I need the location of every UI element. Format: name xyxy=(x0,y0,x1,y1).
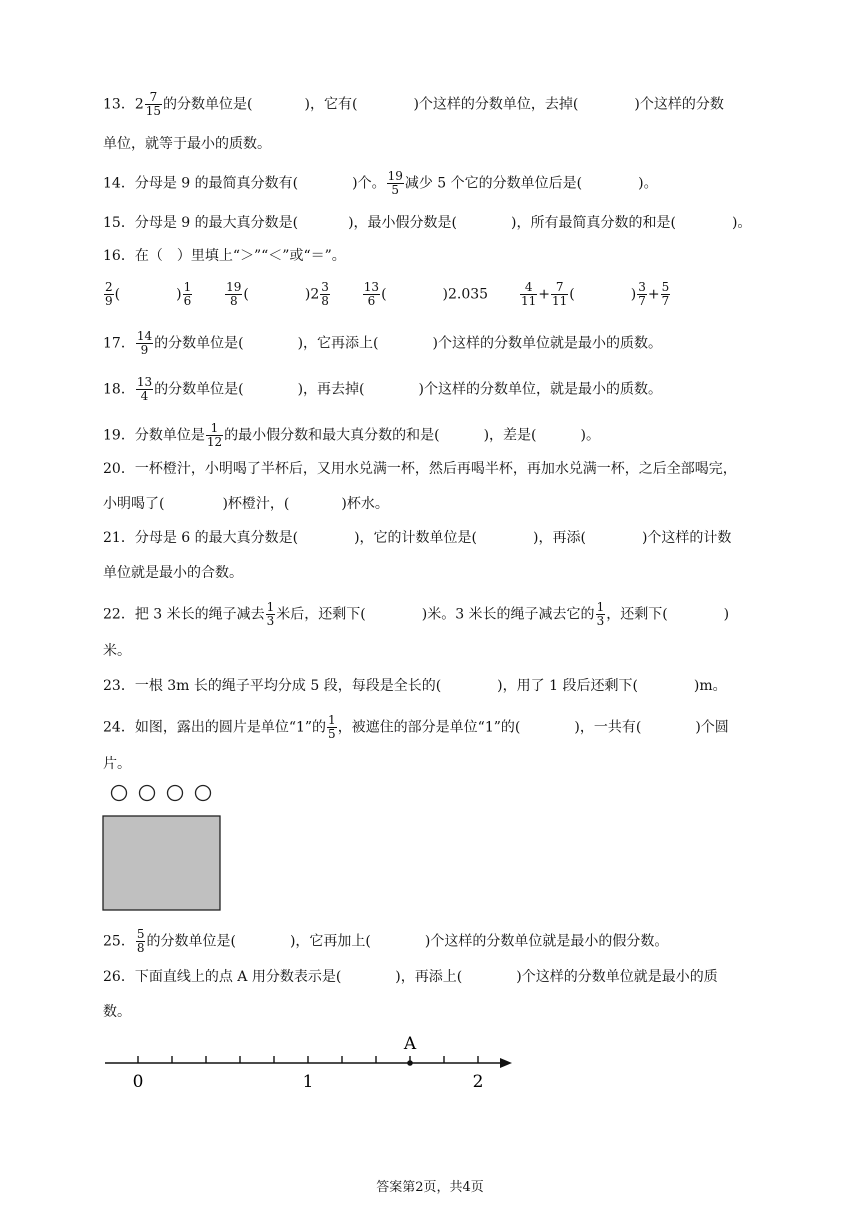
question-number: 17． xyxy=(103,335,135,352)
text: 23．一根 3m 长的绳子平均分成 5 段，每段是全长的( xyxy=(103,678,442,694)
denominator: 6 xyxy=(183,294,192,308)
arrow-head-icon xyxy=(500,1058,512,1068)
question-number: 13． xyxy=(103,96,135,113)
fraction xyxy=(596,601,606,628)
numerator: 5 xyxy=(661,280,670,294)
text: 小明喝了( xyxy=(103,496,165,512)
denominator: 7 xyxy=(638,294,646,308)
fraction xyxy=(136,928,146,955)
text: )，再添( xyxy=(533,530,586,546)
text: )个。 xyxy=(352,175,386,192)
numerator: 3 xyxy=(321,280,329,294)
text: )个这样的计数 xyxy=(641,530,732,546)
text: )米。3 米长的绳子减去它的 xyxy=(421,606,595,623)
question-20-line2 xyxy=(103,494,768,514)
fraction xyxy=(327,714,337,741)
text: )个这样的分数单位，去掉( xyxy=(413,96,579,113)
denominator: 3 xyxy=(266,614,275,628)
text: ( xyxy=(243,286,249,303)
text: ( xyxy=(381,286,387,303)
fraction xyxy=(183,281,193,308)
text: )个这样的分数 xyxy=(634,96,724,113)
question-21-line2: 单位就是最小的合数。 xyxy=(103,565,243,581)
numerator: 19 xyxy=(387,169,403,183)
text: 15．分母是 9 的最大真分数是( xyxy=(103,215,299,231)
numerator: 1 xyxy=(596,600,605,614)
text: )，它有( xyxy=(304,96,358,113)
numerator: 14 xyxy=(136,329,153,343)
question-number: 25． xyxy=(103,933,135,950)
numerator: 1 xyxy=(328,713,336,727)
text: 的分数单位是( xyxy=(154,381,244,398)
denominator: 15 xyxy=(145,104,162,118)
question-number: 19． xyxy=(103,427,135,444)
text: )，它再添上( xyxy=(297,335,379,352)
question-number: 14． xyxy=(103,175,135,192)
question-14 xyxy=(103,170,768,197)
numerator: 7 xyxy=(145,91,162,105)
fraction xyxy=(145,91,162,118)
fraction xyxy=(266,601,276,628)
fraction xyxy=(520,281,537,308)
text: 米后，还剩下( xyxy=(276,606,366,623)
numerator: 13 xyxy=(363,280,380,294)
fraction xyxy=(661,281,671,308)
numerator: 4 xyxy=(520,281,537,295)
question-13-line2: 单位，就等于最小的质数。 xyxy=(103,136,271,152)
mixed-whole: 2 xyxy=(134,96,144,113)
text: + xyxy=(647,286,660,303)
page-footer: 答案第2页，共4页 xyxy=(376,1180,484,1195)
denominator: 5 xyxy=(391,183,400,197)
text: 21．分母是 6 的最大真分数是( xyxy=(103,530,299,546)
text: 的分数单位是( xyxy=(146,933,236,950)
text: )个圆 xyxy=(695,719,729,736)
denominator: 12 xyxy=(206,435,223,449)
denominator: 8 xyxy=(321,294,329,308)
text: )个这样的分数单位就是最小的质数。 xyxy=(432,335,662,352)
question-15 xyxy=(103,213,768,233)
text: )个这样的分数单位就是最小的假分数。 xyxy=(424,933,669,950)
fraction xyxy=(136,330,153,357)
denominator: 8 xyxy=(229,294,238,308)
fraction xyxy=(136,376,153,403)
question-24-line2: 片。 xyxy=(103,756,131,772)
denominator: 11 xyxy=(552,294,568,308)
question-19 xyxy=(103,422,768,449)
tick-label: 2 xyxy=(472,1072,484,1092)
text: )。 xyxy=(731,215,752,231)
question-22-line2: 米。 xyxy=(103,643,131,659)
text: )杯橙汁，( xyxy=(222,496,290,512)
text: ) xyxy=(176,286,182,303)
question-26 xyxy=(103,967,768,987)
numerator: 7 xyxy=(551,281,568,295)
denominator: 5 xyxy=(328,727,336,741)
denominator: 9 xyxy=(140,343,149,357)
text: ) xyxy=(630,286,637,303)
fraction xyxy=(225,281,242,308)
denominator: 8 xyxy=(136,941,145,955)
text: )m。 xyxy=(693,678,727,694)
circles-figure xyxy=(100,780,230,915)
text: )，再去掉( xyxy=(297,381,365,398)
circle-piece xyxy=(112,786,127,801)
denominator: 6 xyxy=(367,294,376,308)
denominator: 4 xyxy=(140,389,149,403)
circle-piece xyxy=(168,786,183,801)
denominator: 9 xyxy=(105,294,113,308)
text: 的分数单位是( xyxy=(154,335,244,352)
text: )，再添上( xyxy=(395,969,463,985)
numerator: 1 xyxy=(183,280,192,294)
point-a-dot xyxy=(407,1060,413,1066)
text: 26．下面直线上的点 A 用分数表示是( xyxy=(103,969,342,985)
numerator: 1 xyxy=(266,600,275,614)
tick-label: 1 xyxy=(302,1072,314,1092)
text: 减少 5 个它的分数单位后是( xyxy=(404,175,583,192)
text: 的最小假分数和最大真分数的和是( xyxy=(224,427,440,444)
question-20: 20．一杯橙汁，小明喝了半杯后，又用水兑满一杯，然后再喝半杯，再加水兑满一杯，之后全部喝完， xyxy=(103,461,737,477)
denominator: 7 xyxy=(661,294,670,308)
question-17 xyxy=(103,330,768,357)
text: )。 xyxy=(638,175,658,192)
circle-piece xyxy=(140,786,155,801)
numerator: 5 xyxy=(136,927,145,941)
text: )，差是( xyxy=(483,427,537,444)
text: ，被遮住的部分是单位“1”的( xyxy=(337,719,521,736)
text: 的分数单位是( xyxy=(163,96,253,113)
numerator: 1 xyxy=(206,422,223,436)
text: 24．如图，露出的圆片是单位“1”的 xyxy=(103,719,327,736)
question-21 xyxy=(103,528,768,548)
denominator: 11 xyxy=(521,294,537,308)
question-26-line2: 数。 xyxy=(103,1004,131,1020)
text: )，它再加上( xyxy=(289,933,371,950)
text: + xyxy=(538,286,551,303)
tick-label: 0 xyxy=(132,1072,144,1092)
mixed-number xyxy=(135,91,163,118)
text: )，最小假分数是( xyxy=(348,215,458,231)
numerator: 3 xyxy=(638,280,646,294)
question-number: 18． xyxy=(103,381,135,398)
question-16: 16．在（ ）里填上“＞”“＜”或“＝”。 xyxy=(103,248,346,264)
fraction xyxy=(104,281,114,308)
text: )，它的计数单位是( xyxy=(354,530,478,546)
circle-piece xyxy=(196,786,211,801)
text: ，还剩下( xyxy=(606,606,668,623)
fraction xyxy=(387,170,404,197)
question-25 xyxy=(103,928,768,955)
text: )杯水。 xyxy=(341,496,389,512)
question-24 xyxy=(103,714,768,741)
text: )个这样的分数单位，就是最小的质数。 xyxy=(418,381,662,398)
text: ( xyxy=(569,286,575,303)
numerator: 2 xyxy=(105,280,113,294)
question-13 xyxy=(103,91,768,118)
question-23 xyxy=(103,676,768,696)
text: )2 xyxy=(304,286,320,303)
text: )。 xyxy=(580,427,600,444)
text: )2.035 xyxy=(442,286,489,303)
numerator: 13 xyxy=(136,375,153,389)
text: )个这样的分数单位就是最小的质 xyxy=(516,969,718,985)
text: 分母是 9 的最简真分数有( xyxy=(134,175,299,192)
fraction xyxy=(363,281,380,308)
fraction xyxy=(637,281,647,308)
text: )，用了 1 段后还剩下( xyxy=(497,678,638,694)
fraction xyxy=(551,281,568,308)
fraction xyxy=(206,422,223,449)
numerator: 19 xyxy=(226,280,242,294)
text: )，所有最简真分数的和是( xyxy=(511,215,676,231)
question-22 xyxy=(103,601,768,628)
covering-box xyxy=(103,816,220,910)
denominator: 3 xyxy=(596,614,605,628)
text: 22．把 3 米长的绳子减去 xyxy=(103,606,265,623)
text: )，一共有( xyxy=(574,719,642,736)
text: ( xyxy=(114,286,121,303)
point-a-label: A xyxy=(403,1034,417,1054)
question-16-comparisons xyxy=(103,281,768,308)
question-18 xyxy=(103,376,768,403)
text: ) xyxy=(723,606,730,623)
number-line xyxy=(100,1028,520,1098)
fraction xyxy=(320,281,330,308)
text: 分数单位是 xyxy=(134,427,205,444)
